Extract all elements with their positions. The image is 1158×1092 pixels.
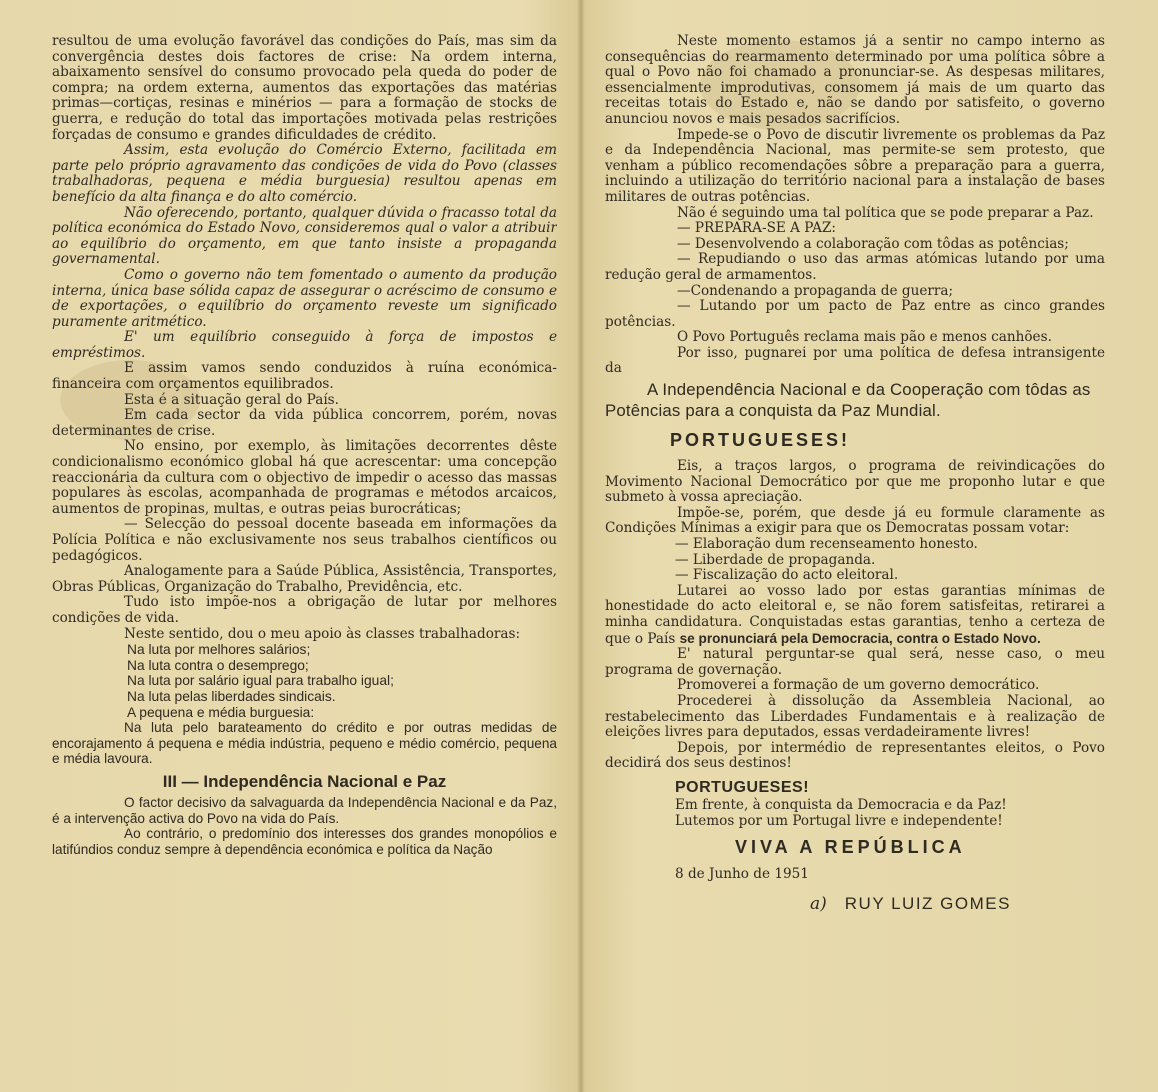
right-page [605,34,1105,1054]
paragraph: Ao contrário, o predomínio dos interesses dos grandes monopólios e latifúndios conduz sempre à dependência económica e política da Nação [52,826,557,857]
paragraph: No ensino, por exemplo, às limitações decorrentes dêste condicionalismo económico global há que acrescentar: uma concepção reaccionária da cultura com o objectivo de impedir o acesso das massas populares às escolas, acompanhada de programas e métodos arcaicos, aumentos de propinas, multas, e outras peias burocráticas; [52,438,557,517]
paragraph: — Selecção do pessoal docente baseada em informações da Polícia Política e não exclusivamente nos seus trabalhos científicos ou pedagógicos. [52,516,557,564]
paragraph: Não é seguindo uma tal política que se pode preparar a Paz. [677,204,1094,221]
paragraph: Neste sentido, dou o meu apoio às classes trabalhadoras: [124,625,521,642]
paragraph: E' um equilíbrio conseguido à força de impostos e empréstimos. [52,329,557,361]
paragraph: Por isso, pugnarei por uma política de defesa intransigente da [605,344,1105,377]
paragraph: Depois, por intermédio de representantes eleitos, o Povo decidirá dos seus destinos! [605,739,1105,772]
paragraph: Impede-se o Povo de discutir livremente os problemas da Paz e da Independência Nacional, mas permite-se sem protesto, que venham a público recomendações sôbre a preparação para a guerra, incluindo a utilização do território nacional para a instalação de bases militares de outras potências. [605,126,1105,205]
bold-text: se pronunciará pela Democracia, contra o Estado Novo. [679,630,1041,646]
list-item: A pequena e média burguesia: [127,704,315,720]
paragraph-text: Lutarei ao vosso lado por estas garantias mínimas de honestidade do acto eleitoral e, se não forem satisfeitas, retirarei a minha candidatura. Conquistadas estas garantias, tenho a certeza de que o País [605,582,1105,647]
paragraph: Impõe-se, porém, que desde já eu formule claramente as Condições Mínimas a exigir para que os Democratas possam votar: [605,504,1105,537]
paragraph: Como o governo não tem fomentado o aumento da produção interna, única base sólida capaz de assegurar o acréscimo de consumo e de exportações, o equilíbrio do orçamento reveste um significado puramente aritmético. [52,266,557,330]
paragraph: Assim, esta evolução do Comércio Externo, facilitada em parte pelo próprio agravamento das condições de vida do Povo (classes trabalhadoras, pequena e média burguesia) resultou apenas em benefício da alta finança e do alto comércio. [52,142,557,205]
viva-republica: VIVA A REPÚBLICA [735,837,966,858]
condition-item: — Liberdade de propaganda. [675,551,876,568]
paragraph: Procederei à dissolução da Assembleia Nacional, ao restabelecimento das Liberdades Fundamentais e à realização de eleições livres para deputados, essas verdadeiramente livres! [605,692,1105,741]
list-item: Na luta contra o desemprego; [127,657,309,673]
paragraph: Analogamente para a Saúde Pública, Assistência, Transportes, Obras Públicas, Organização do Trabalho, Previdência, etc. [52,563,557,595]
paragraph: Eis, a traços largos, o programa de reivindicações do Movimento Nacional Democrático por que me proponho lutar e que submeto à vossa apreciação. [605,458,1105,506]
paragraph: O factor decisivo da salvaguarda da Independência Nacional e da Paz, é a intervenção activa do Povo na vida do País. [52,794,557,826]
portugueses-heading: PORTUGUESES! [670,430,851,451]
paragraph: — Lutando por um pacto de Paz entre as cinco grandes potências. [605,298,1105,330]
paragraph: resultou de uma evolução favorável das condições do País, mas sim da convergência destes dois factores de crise: Na ordem interna, abaixamento sensível do consumo provocado pela queda do poder de compra; na ordem externa, aumentos das exportações das matérias primas—cortiças, resinas e minérios — para a formação de stocks de guerra, e redução do total das importações motivada pelas restrições forçadas de consumo e grandes dificuldades de crédito. [52,34,557,143]
signature-name: RUY LUIZ GOMES [844,893,1011,913]
paragraph: O Povo Português reclama mais pão e menos canhões. [677,329,1052,346]
section-title: III — Independência Nacional e Paz [162,771,447,791]
paragraph: Tudo isto impõe-nos a obrigação de lutar por melhores condições de vida. [52,594,557,626]
paragraph: Em cada sector da vida pública concorrem, porém, novas determinantes de crise. [52,407,557,439]
paragraph: — PREPARA-SE A PAZ: [677,220,837,237]
closing-line: Em frente, à conquista da Democracia e da Paz! [675,796,1007,813]
list-item: Na luta por melhores salários; [127,642,311,658]
paragraph: —Condenando a propaganda de guerra; [677,282,954,299]
portugueses-heading: PORTUGUESES! [675,778,810,796]
paragraph: Promoverei a formação de um governo democrático. [677,677,1040,694]
condition-item: — Elaboração dum recenseamento honesto. [675,536,978,553]
closing-line: Lutemos por um Portugal livre e independente! [675,812,1003,829]
page-fold [577,0,585,1092]
list-item: Na luta pelas liberdades sindicais. [127,688,336,704]
signature [810,893,1105,915]
left-page [52,34,557,1034]
signature-prefix: a) [810,893,827,914]
paragraph: E' natural perguntar-se qual será, nesse caso, o meu programa de governação. [605,646,1105,678]
date: 8 de Junho de 1951 [675,866,809,883]
paragraph: Neste momento estamos já a sentir no campo interno as consequências do rearmamento determinado por uma política sôbre a qual o Povo não foi chamado a pronunciar-se. As despesas militares, essencialmente improdutivas, consomem já mais de um quarto das receitas totais do Estado e, não se dando por satisfeito, o governo anunciou novos e mais pesados sacrifícios. [605,34,1105,127]
paragraph: Não oferecendo, portanto, qualquer dúvida o fracasso total da política económica do Estado Novo, consideremos qual o valor a atribuir ao equilíbrio do orçamento, em que tanto insiste a propaganda governamental. [52,204,557,268]
condition-item: — Fiscalização do acto eleitoral. [675,567,899,584]
paragraph [605,584,1105,647]
paragraph: — Desenvolvendo a colaboração com tôdas as potências; [677,235,1069,252]
paragraph: Esta é a situação geral do País. [124,391,339,408]
headline: A Independência Nacional e da Cooperação com tôdas as Potências para a conquista da Paz Mundial. [605,380,1091,421]
list-item: Na luta por salário igual para trabalho igual; [127,673,394,689]
paragraph: E assim vamos sendo conduzidos à ruína económica-financeira com orçamentos equilibrados. [52,360,557,393]
paragraph: — Repudiando o uso das armas atómicas lutando por uma redução geral de armamentos. [605,251,1105,283]
paragraph: Na luta pelo barateamento do crédito e por outras medidas de encorajamento á pequena e média indústria, pequeno e médio comércio, pequena e média lavoura. [52,720,557,767]
